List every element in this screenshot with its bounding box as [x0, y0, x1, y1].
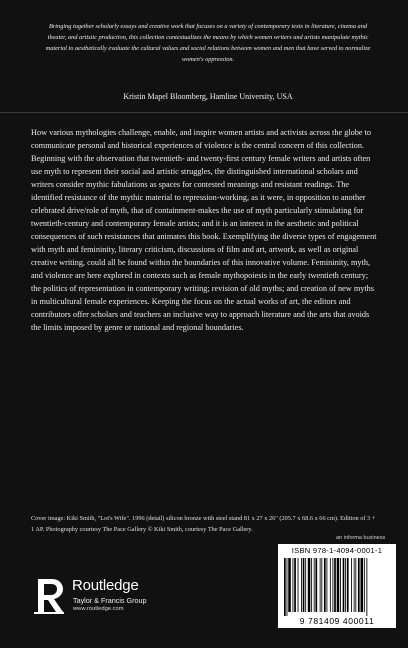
barcode-bar: [321, 558, 322, 612]
routledge-r-icon: [32, 575, 66, 615]
barcode-bar: [340, 558, 341, 612]
barcode-bar: [311, 558, 312, 612]
publisher-name: Routledge: [72, 577, 139, 594]
publisher-group: Taylor & Francis Group: [73, 596, 147, 605]
barcode-bar: [327, 558, 328, 612]
barcode-bar: [320, 558, 321, 612]
barcode-bar: [334, 558, 336, 612]
barcode-bar: [287, 558, 288, 616]
barcode-digits: 9 781409 400011: [299, 616, 375, 626]
barcode-bar: [305, 558, 306, 612]
barcode-bar: [330, 558, 331, 612]
barcode-bar: [288, 558, 291, 612]
barcode-bar: [345, 558, 346, 612]
barcode-bar: [364, 558, 365, 612]
book-description: How various mythologies challenge, enable, and inspire women artists and activists across the globe to communicate personal and historical experiences of violence is the central concern of this collection. Beginning with the observation that twentieth- and twenty-first century female writers and artists often use myth to represent their social and artistic struggles, the distinguished international scholars and writers consider mythic fabulations as spaces for contested meanings and resistant readings. The identified resistance of the mythic material to repression-working, as it were, in opposition to another celebrated drive/role of myth, that of containment-makes the use of myth particularly stimulating for twentieth-century and contemporary female artists; and it is an interest in the aesthetic and political consequences of such resistances that animates this book. Exemplifying the diverse types of engagement with myth and femininity, literary criticism, discussions of film and art, artwork, as well as original creative writing, could all be found within the boundaries of this innovative volume. Femininity, myth, and violence are here explored in contexts such as female mythopoiesis in the early twentieth century; the politics of representation in contemporary writing; revision of old myths; and creation of new myths in multicultural female experiences. Keeping the focus on the actual works of art, the editors and contributors offer scholars and teachers an inclusive way to approach literature and the arts that avoids the limits imposed by genre or national and regional boundaries.: [31, 128, 377, 332]
barcode-bar: [337, 558, 340, 612]
informa-tagline: an informa business: [336, 535, 386, 541]
barcode-bar: [366, 558, 367, 616]
cover-image-credit: Cover image: Kiki Smith, "Lot's Wife". 1996 (detail) silicon bronze with steel stand 81 x 27 x 26" (205.7 x 68.6 x 66 cm). Edition of 3 + 1 AP. Photography courtesy The Pace Gallery © Kiki Smith, courtesy The Pace Gallery.: [31, 515, 376, 533]
barcode-bar: [294, 558, 296, 612]
barcode-bar: [355, 558, 356, 612]
barcode-bar: [308, 558, 311, 612]
barcode-bar: [284, 558, 286, 616]
barcode-bar: [301, 558, 302, 612]
barcode-bar: [293, 558, 294, 612]
barcode-bar: [315, 558, 317, 612]
barcode-bar: [354, 558, 355, 612]
barcode-bar: [358, 558, 360, 612]
isbn-barcode: [278, 544, 396, 628]
barcode-bar: [351, 558, 352, 612]
isbn-label: ISBN 978-1-4094-0001-1: [291, 546, 383, 555]
barcode-bar: [347, 558, 349, 612]
barcode-bars: [284, 558, 390, 616]
endorsement-attribution: Kristin Mapel Bloomberg, Hamline University, USA: [123, 92, 293, 101]
barcode-bar: [361, 558, 364, 612]
barcode-bar: [298, 558, 299, 612]
endorsement-quote: Bringing together scholarly essays and creative work that focuses on a variety of contemporary texts in literature, cinema and theater, and artistic production, this collection contextualizes the means by which women writers and artists manipulate mythic material to aesthetically evaluate the cultural values and social relations between women and men that have served to normalize women's oppression.: [45, 23, 371, 63]
divider: [0, 112, 408, 113]
barcode-bar: [303, 558, 305, 612]
publisher-logo: [32, 575, 232, 625]
publisher-website: www.routledge.com: [73, 606, 124, 612]
barcode-bar: [343, 558, 345, 612]
barcode-bar: [314, 558, 315, 612]
barcode-bar: [324, 558, 326, 612]
barcode-bar: [332, 558, 333, 612]
